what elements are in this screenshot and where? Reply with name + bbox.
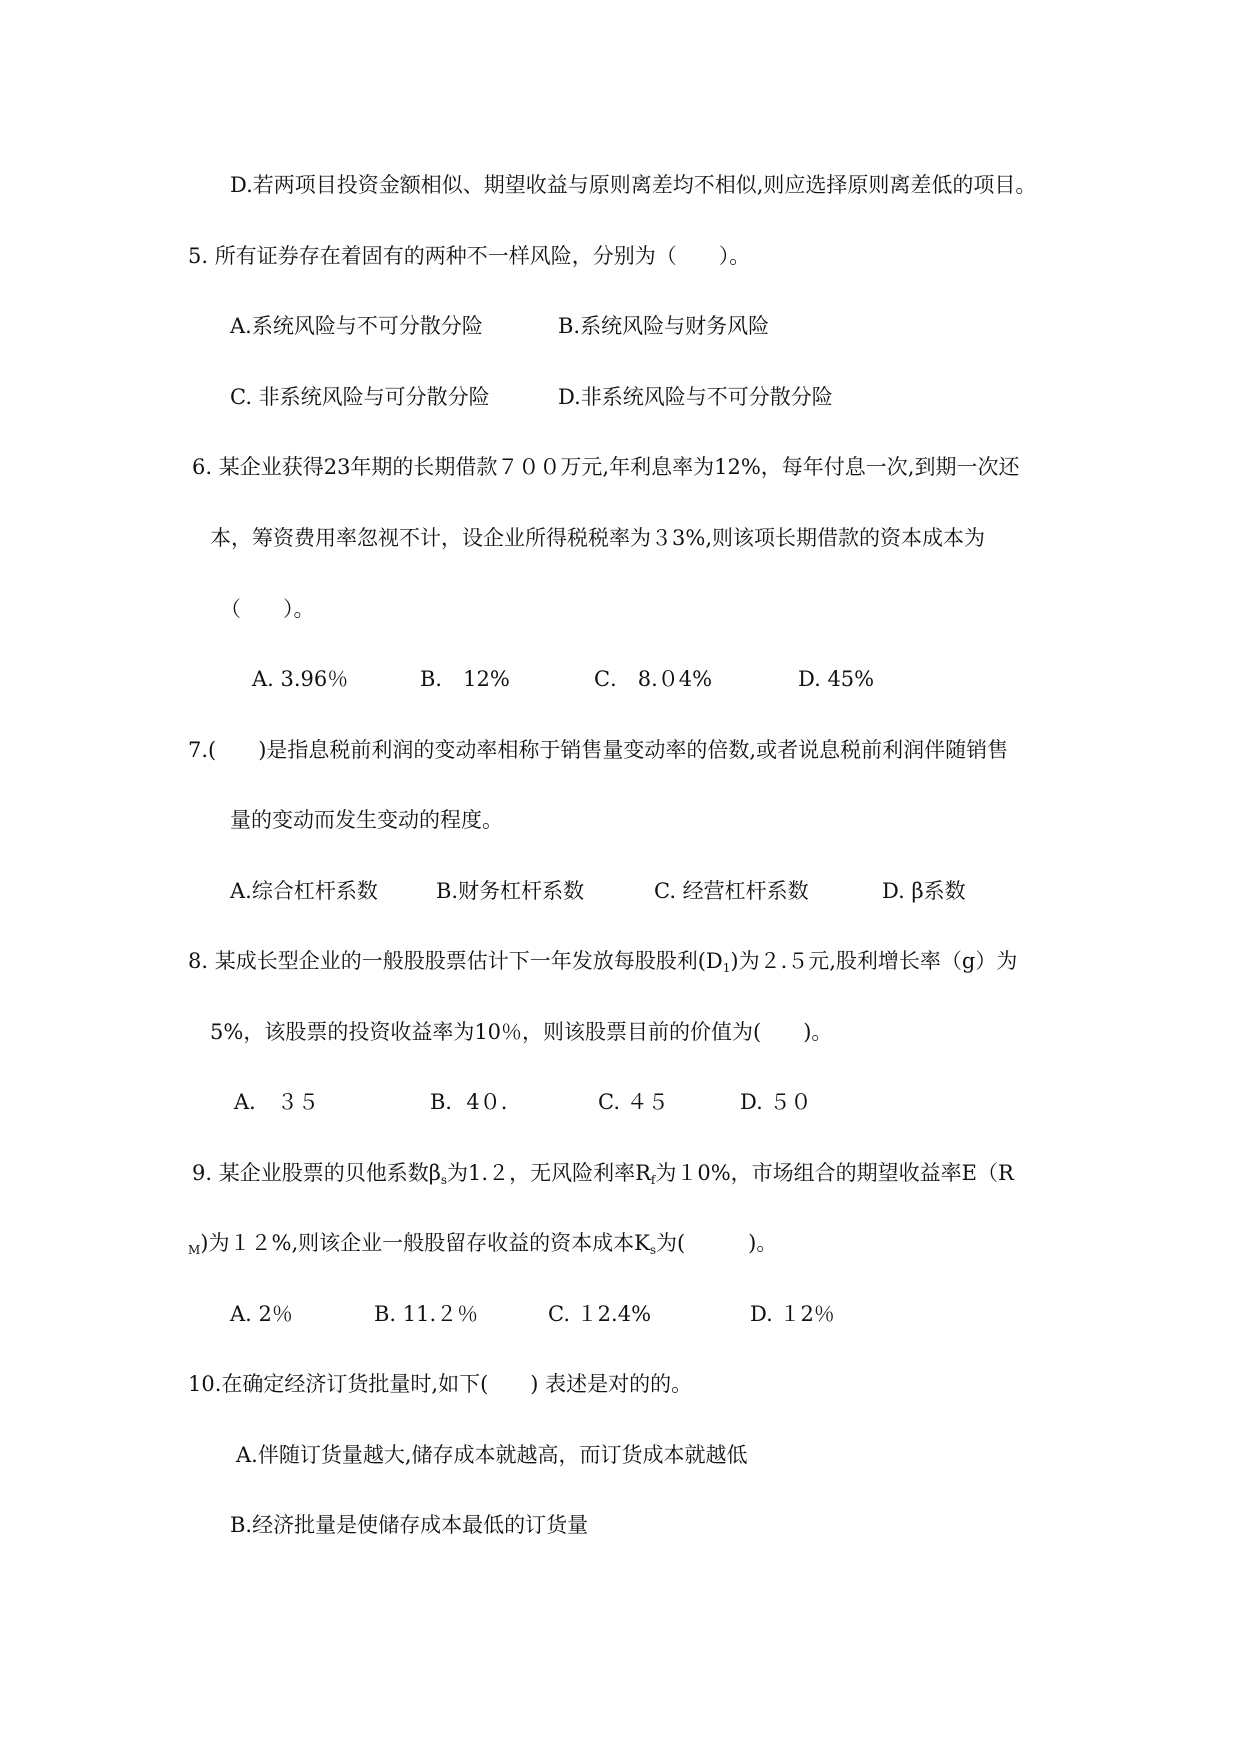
q8-stem-subscript: 1 <box>722 961 731 975</box>
q10-option-b: B.经济批量是使储存成本最低的订货量 <box>230 1513 589 1537</box>
q9-stem-line1 <box>192 1159 1014 1194</box>
q9-stem-subscript-f: f <box>650 1173 656 1187</box>
q8-stem-text-a: 8. 某成长型企业的一般股股票估计下一年发放每股股利(D <box>188 949 723 973</box>
q9-stem-text-c: 为１0%，市场组合的期望收益率E（R <box>655 1161 1014 1185</box>
q7-option-a: A.综合杠杆系数 <box>230 879 378 903</box>
q6-option-b: B． 12% <box>420 667 510 691</box>
q10-option-a: A.伴随订货量越大,储存成本就越高，而订货成本就越低 <box>236 1443 748 1467</box>
q9-option-d: D. １2％ <box>750 1302 835 1326</box>
q9-stem-subscript-s: s <box>440 1173 448 1187</box>
q9-stem-text-a: 9. 某企业股票的贝他系数β <box>192 1161 441 1185</box>
q9-option-b: B. 11.２％ <box>374 1302 479 1326</box>
q7-option-d: D. β系数 <box>882 879 966 903</box>
q10-stem: 10.在确定经济订货批量时,如下( ) 表述是对的的。 <box>188 1372 693 1396</box>
q6-stem-line1: 6. 某企业获得23年期的长期借款７００万元,年利息率为12%，每年付息一次,到期一次还 <box>192 455 1020 479</box>
q7-option-b: B.财务杠杆系数 <box>436 879 585 903</box>
q7-option-c: C. 经营杠杆系数 <box>654 879 809 903</box>
q7-stem-line1: 7.( )是指息税前利润的变动率相称于销售量变动率的倍数,或者说息税前利润伴随销售 <box>188 738 1009 762</box>
q9-option-a: A. 2％ <box>230 1302 293 1326</box>
q9-stem-line2 <box>188 1229 777 1264</box>
q8-option-c: C. ４５ <box>598 1090 669 1114</box>
q4-option-d: D.若两项目投资金额相似、期望收益与原则离差均不相似,则应选择原则离差低的项目。 <box>230 173 1037 197</box>
q5-option-d: D.非系统风险与不可分散分险 <box>558 385 833 409</box>
q8-stem-line2: 5%，该股票的投资收益率为10％，则该股票目前的价值为( )。 <box>210 1020 833 1044</box>
q6-stem-line3: （ ）。 <box>220 597 315 621</box>
q6-option-d: D. 45% <box>798 667 875 691</box>
q6-option-c: C． 8.０4% <box>594 667 713 691</box>
q7-stem-line2: 量的变动而发生变动的程度。 <box>230 808 503 832</box>
q8-stem-line1 <box>188 947 1017 982</box>
q9-stem-subscript-s2: s <box>649 1243 656 1257</box>
q8-option-d: D. ５０ <box>740 1090 812 1114</box>
q6-stem-line2: 本，筹资费用率忽视不计，设企业所得税税率为３3%,则该项长期借款的资本成本为 <box>210 526 985 550</box>
q9-option-c: C. １2.4% <box>548 1302 652 1326</box>
q5-option-a: A.系统风险与不可分散分险 <box>230 314 483 338</box>
q5-stem: 5. 所有证券存在着固有的两种不一样风险，分别为（ ）。 <box>188 244 751 268</box>
q9-stem-text-b: 为1.２，无风险利率R <box>447 1161 651 1185</box>
q5-option-b: B.系统风险与财务风险 <box>558 314 770 338</box>
q5-option-c: C. 非系统风险与可分散分险 <box>230 385 490 409</box>
q8-option-a: A． ３５ <box>234 1090 319 1114</box>
q9-stem-text-d: )为１２%,则该企业一般股留存收益的资本成本K <box>200 1231 650 1255</box>
q8-stem-text-b: )为２.５元,股利增长率（g）为 <box>730 949 1018 973</box>
q9-stem-subscript-m: M <box>188 1243 201 1257</box>
q9-stem-text-e: 为( )。 <box>655 1231 778 1255</box>
q6-option-a: A. 3.96％ <box>252 667 349 691</box>
q8-option-b: B．4０. <box>430 1090 508 1114</box>
